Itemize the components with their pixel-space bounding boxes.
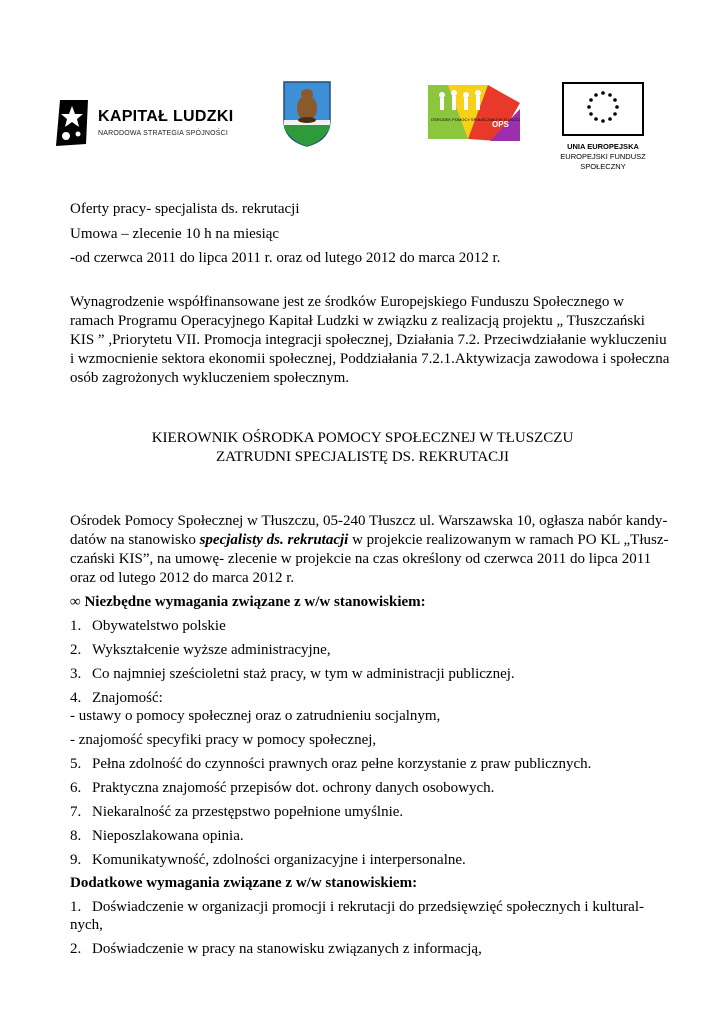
- eu-flag: [562, 82, 644, 136]
- list-item: [70, 941, 482, 958]
- intro-line-2-start: datów na stanowisko: [70, 532, 200, 548]
- kapital-ludzki-subtitle: NARODOWA STRATEGIA SPÓJNOŚCI: [98, 130, 229, 137]
- kapital-ludzki-logo: [52, 94, 252, 148]
- logo-bar: [0, 68, 724, 183]
- eu-logo: [542, 68, 664, 183]
- required-heading-text: Niezbędne wymagania związane z w/w stanowiskiem:: [84, 594, 426, 610]
- list-item-text: Nieposzlakowana opinia.: [92, 828, 244, 844]
- list-item-text: Doświadczenie w pracy na stanowisku związanych z informacją,: [92, 941, 482, 957]
- announcement-line-1: KIEROWNIK OŚRODKA POMOCY SPOŁECZNEJ W TŁUSZCZU: [151, 430, 574, 446]
- list-item-continuation: nych,: [70, 917, 103, 933]
- funding-line-5: osób zagrożonych wykluczeniem społecznym.: [70, 370, 350, 386]
- list-item-number: 1.: [70, 899, 82, 915]
- eu-stars-icon: [564, 84, 642, 134]
- ops-logo-letters: OPS: [492, 120, 509, 129]
- header-line-1: Oferty pracy- specjalista ds. rekrutacji: [70, 201, 300, 217]
- funding-line-3: KIS ” ,Priorytetu VII. Promocja integracji społecznej, Działania 7.2. Przeciwdziałanie wykluczeniu: [70, 332, 667, 348]
- ops-people-icon: [428, 83, 520, 141]
- kapital-ludzki-star-icon: [52, 94, 92, 148]
- list-item: [70, 642, 331, 659]
- list-item-text: Komunikatywność, zdolności organizacyjne i interpersonalne.: [92, 852, 466, 868]
- intro-line-1: Ośrodek Pomocy Społecznej w Tłuszczu, 05-240 Tłuszcz ul. Warszawska 10, ogłasza nabór kandy-: [70, 513, 668, 529]
- eu-logo-line1: UNIA EUROPEJSKA: [567, 142, 639, 151]
- additional-heading: Dodatkowe wymagania związane z w/w stanowiskiem:: [70, 875, 418, 891]
- required-heading: [70, 594, 426, 611]
- list-item-number: 6.: [70, 780, 82, 796]
- list-item-text: Niekaralność za przestępstwo popełnione umyślnie.: [92, 804, 404, 820]
- intro-line-2: [70, 532, 668, 549]
- list-item-text: Praktyczna znajomość przepisów dot. ochrony danych osobowych.: [92, 780, 495, 796]
- list-item: [70, 666, 515, 683]
- funding-line-4: i wzmocnienie sektora ekonomii społecznej, Poddziałania 7.2.1.Aktywizacja zawodowa i społeczna: [70, 351, 670, 367]
- ops-logo: [428, 83, 520, 141]
- list-item-text: Pełna zdolność do czynności prawnych oraz pełne korzystanie z praw publicznych.: [92, 756, 592, 772]
- sub-item: - ustawy o pomocy społecznej oraz o zatrudnieniu socjalnym,: [70, 708, 441, 724]
- list-item-text: Obywatelstwo polskie: [92, 618, 226, 634]
- ops-logo-text: OŚRODEK POMOCY SPOŁECZNEJ W TŁUSZCZU: [431, 117, 520, 122]
- list-item-text: Znajomość:: [92, 690, 163, 706]
- list-item-number: 1.: [70, 618, 82, 634]
- intro-line-4: oraz od lutego 2012 do marca 2012 r.: [70, 570, 295, 586]
- list-item: [70, 804, 403, 821]
- list-item: [70, 618, 226, 635]
- sub-item: - znajomość specyfiki pracy w pomocy społecznej,: [70, 732, 377, 748]
- eu-logo-line2: EUROPEJSKI FUNDUSZ: [560, 152, 646, 161]
- infinity-bullet-icon: ∞: [70, 594, 81, 610]
- list-item-text: Co najmniej sześcioletni staż pracy, w tym w administracji publicznej.: [92, 666, 515, 682]
- list-item-number: 4.: [70, 690, 82, 706]
- header-line-3: -od czerwca 2011 do lipca 2011 r. oraz od lutego 2012 do marca 2012 r.: [70, 250, 501, 266]
- list-item-number: 7.: [70, 804, 82, 820]
- eu-logo-line3: SPOŁECZNY: [580, 162, 626, 171]
- position-title: specjalisty ds. rekrutacji: [199, 532, 349, 548]
- funding-line-1: Wynagrodzenie współfinansowane jest ze środków Europejskiego Funduszu Społecznego w: [70, 294, 624, 310]
- header-line-2: Umowa – zlecenie 10 h na miesiąc: [70, 226, 280, 242]
- list-item: [70, 690, 163, 707]
- list-item-number: 3.: [70, 666, 82, 682]
- tluszcz-crest-icon: [282, 80, 332, 148]
- list-item-number: 2.: [70, 642, 82, 658]
- list-item-text: Doświadczenie w organizacji promocji i rekrutacji do przedsięwzięć społecznych i kultural-: [92, 899, 645, 915]
- list-item: [70, 780, 494, 797]
- list-item-text: Wykształcenie wyższe administracyjne,: [92, 642, 331, 658]
- list-item-number: 9.: [70, 852, 82, 868]
- list-item: [70, 756, 591, 773]
- kapital-ludzki-title: KAPITAŁ LUDZKI: [98, 108, 234, 125]
- announcement-line-2: ZATRUDNI SPECJALISTĘ DS. REKRUTACJI: [216, 449, 509, 465]
- list-item-number: 2.: [70, 941, 82, 957]
- intro-line-3: czański KIS”, na umowę- zlecenie w projekcie na czas określony od czerwca 2011 do lipca 2011: [70, 551, 652, 567]
- list-item-number: 8.: [70, 828, 82, 844]
- list-item-number: 5.: [70, 756, 82, 772]
- list-item: [70, 828, 244, 845]
- list-item: [70, 852, 466, 869]
- intro-line-2-end: w projekcie realizowanym w ramach PO KL „Tłusz-: [348, 532, 669, 548]
- list-item: [70, 899, 644, 916]
- funding-line-2: ramach Programu Operacyjnego Kapitał Ludzki w związku z realizacją projektu „ Tłuszczański: [70, 313, 645, 329]
